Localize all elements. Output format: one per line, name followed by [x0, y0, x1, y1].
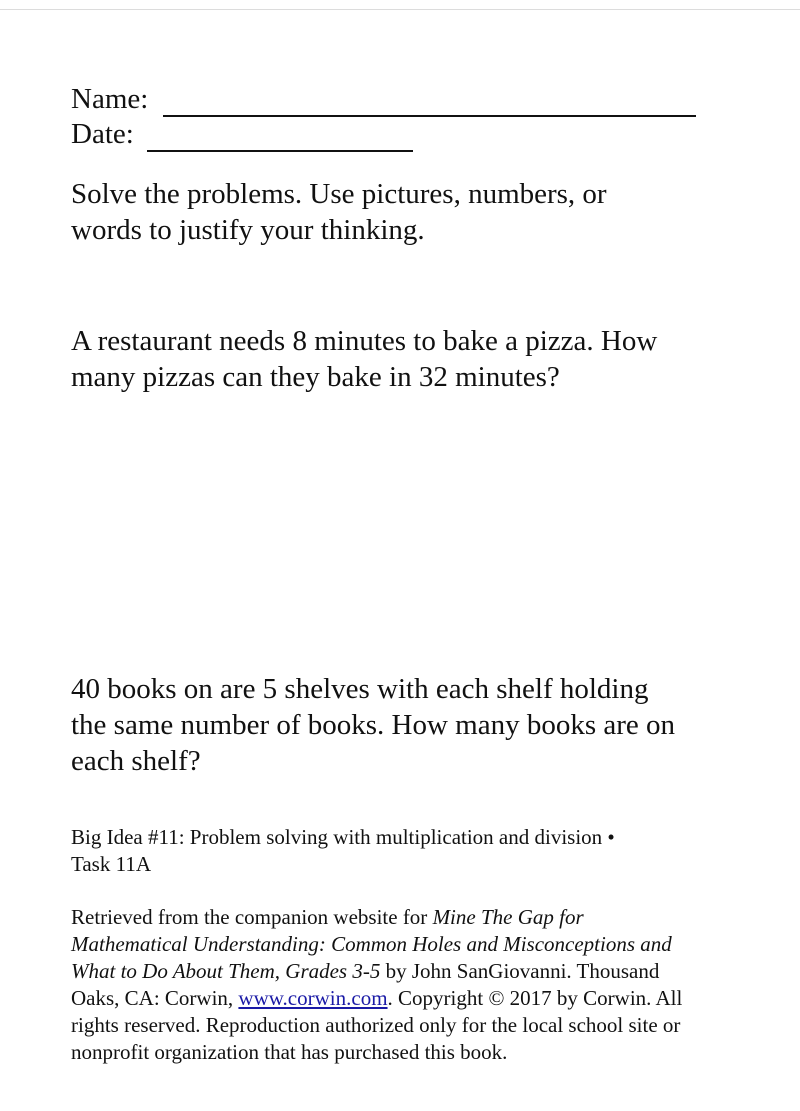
- attribution-line-3: [71, 958, 682, 985]
- attribution-line-6: nonprofit organization that has purchased this book.: [71, 1040, 508, 1064]
- name-label: Name:: [71, 83, 149, 115]
- attribution-line-1: [71, 904, 682, 931]
- book-title-part: What to Do About Them, Grades 3-5: [71, 959, 381, 983]
- problem-line: 40 books on are 5 shelves with each shelf holding: [71, 673, 649, 705]
- task-info: [71, 824, 615, 878]
- task-info-line: Big Idea #11: Problem solving with multiplication and division •: [71, 825, 615, 849]
- problem-1: [71, 323, 657, 395]
- top-divider: [0, 9, 800, 10]
- task-info-line: Task 11A: [71, 852, 151, 876]
- problem-line: the same number of books. How many books are on: [71, 709, 676, 741]
- name-blank-line: [163, 115, 696, 117]
- attribution: [71, 904, 682, 1066]
- attribution-line-2: [71, 931, 682, 958]
- instructions-line: Solve the problems. Use pictures, numbers, or: [71, 178, 607, 210]
- problem-line: many pizzas can they bake in 32 minutes?: [71, 361, 560, 393]
- problem-2: [71, 671, 675, 779]
- date-field-row: [71, 117, 134, 151]
- date-blank-line: [147, 150, 413, 152]
- book-title-part: Mathematical Understanding: Common Holes and Misconceptions and: [71, 932, 672, 956]
- attribution-line-4: [71, 985, 682, 1012]
- instructions: [71, 176, 607, 248]
- attribution-text: by John SanGiovanni. Thousand: [380, 959, 660, 983]
- problem-line: A restaurant needs 8 minutes to bake a pizza. How: [71, 325, 658, 357]
- book-title-part: Mine The Gap for: [432, 905, 584, 929]
- instructions-line: words to justify your thinking.: [71, 214, 425, 246]
- problem-line: each shelf?: [71, 745, 201, 777]
- attribution-text: . Copyright © 2017 by Corwin. All: [387, 986, 683, 1010]
- name-field-row: [71, 82, 148, 116]
- corwin-website-link[interactable]: www.corwin.com: [238, 986, 388, 1010]
- date-label: Date:: [71, 118, 134, 150]
- attribution-line-5: rights reserved. Reproduction authorized only for the local school site or: [71, 1013, 681, 1037]
- attribution-text: Oaks, CA: Corwin,: [71, 986, 239, 1010]
- attribution-text: Retrieved from the companion website for: [71, 905, 433, 929]
